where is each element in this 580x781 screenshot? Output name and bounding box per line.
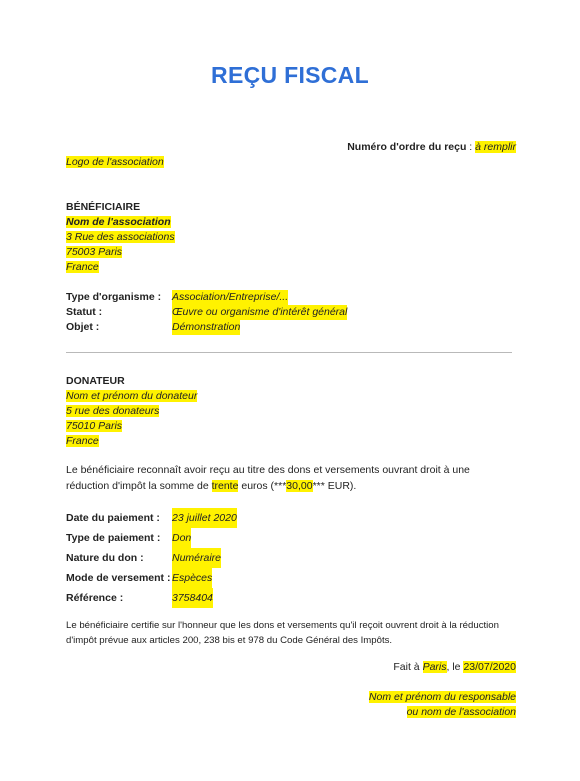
org-type-label: Type d'organisme : xyxy=(66,291,162,303)
logo-text: Logo de l'association xyxy=(66,156,164,168)
signature-date: 23/07/2020 xyxy=(463,661,516,673)
acknowledgement-line2 xyxy=(66,478,521,494)
org-status-row xyxy=(66,305,347,320)
certification-paragraph xyxy=(66,618,521,648)
reference-label: Référence : xyxy=(66,592,124,604)
donor-country: France xyxy=(66,435,99,447)
beneficiary-heading: BÉNÉFICIAIRE xyxy=(66,201,141,213)
donation-nature-label: Nature du don : xyxy=(66,552,144,564)
reference-value: 3758404 xyxy=(172,588,213,608)
certification-line1: Le bénéficiaire certifie sur l'honneur que les dons et versements qu'il reçoit ouvrent droit à la réduction xyxy=(66,620,499,631)
payment-mode-value: Espèces xyxy=(172,568,212,588)
payment-date-label: Date du paiement : xyxy=(66,512,160,524)
payment-type-value: Don xyxy=(172,528,191,548)
acknowledgement-line1: Le bénéficiaire reconnaît avoir reçu au titre des dons et versements ouvrant droit à une xyxy=(66,464,470,476)
acknowledgement-paragraph xyxy=(66,462,521,494)
beneficiary-section xyxy=(66,200,175,275)
organisation-section xyxy=(66,290,347,335)
acknowledgement-text: réduction d'impôt la somme de xyxy=(66,480,212,492)
payment-date-row xyxy=(66,508,237,528)
payment-date-value: 23 juillet 2020 xyxy=(172,508,237,528)
receipt-number-label: Numéro d'ordre du reçu xyxy=(347,141,467,153)
donor-address2: 75010 Paris xyxy=(66,420,123,432)
payment-mode-row xyxy=(66,568,237,588)
donor-name: Nom et prénom du donateur xyxy=(66,390,198,402)
org-status-label: Statut : xyxy=(66,306,103,318)
signature-place-date xyxy=(393,660,516,675)
reference-row xyxy=(66,588,237,608)
document-title: REÇU FISCAL xyxy=(211,62,369,88)
receipt-number-separator: : xyxy=(466,141,476,153)
donor-address1: 5 rue des donateurs xyxy=(66,405,160,417)
receipt-number xyxy=(347,141,516,153)
amount-in-words: trente xyxy=(211,480,239,492)
beneficiary-address1: 3 Rue des associations xyxy=(66,231,175,243)
section-divider xyxy=(66,352,512,353)
certification-line2: d'impôt prévue aux articles 200, 238 bis et 978 du Code Général des Impôts. xyxy=(66,635,393,646)
beneficiary-country: France xyxy=(66,261,99,273)
logo-placeholder xyxy=(66,156,164,168)
signature-city: Paris xyxy=(422,661,447,673)
beneficiary-name: Nom de l'association xyxy=(66,216,171,228)
payment-mode-label: Mode de versement : xyxy=(66,572,171,584)
association-name-alt: ou nom de l'association xyxy=(406,706,516,718)
org-object-value: Démonstration xyxy=(172,321,241,333)
org-object-row xyxy=(66,320,347,335)
org-object-label: Objet : xyxy=(66,321,100,333)
acknowledgement-text-mid: euros (*** xyxy=(238,480,287,492)
payment-type-row xyxy=(66,528,237,548)
donor-section xyxy=(66,374,197,449)
payment-type-label: Type de paiement : xyxy=(66,532,161,544)
signatory-block xyxy=(369,690,516,720)
donation-nature-value: Numéraire xyxy=(172,548,221,568)
responsible-name: Nom et prénom du responsable xyxy=(368,691,516,703)
beneficiary-address2: 75003 Paris xyxy=(66,246,123,258)
donation-nature-row xyxy=(66,548,237,568)
receipt-number-value: à remplir xyxy=(475,141,516,153)
le-text: , le xyxy=(446,661,464,673)
payment-details xyxy=(66,508,237,608)
org-type-value: Association/Entreprise/... xyxy=(172,291,289,303)
org-status-value: Œuvre ou organisme d'intérêt général xyxy=(172,306,348,318)
fait-a-text: Fait à xyxy=(393,661,423,673)
donor-heading: DONATEUR xyxy=(66,375,125,387)
org-type-row xyxy=(66,290,347,305)
amount-number: 30,00 xyxy=(286,480,313,492)
acknowledgement-text-end: *** EUR). xyxy=(312,480,357,492)
